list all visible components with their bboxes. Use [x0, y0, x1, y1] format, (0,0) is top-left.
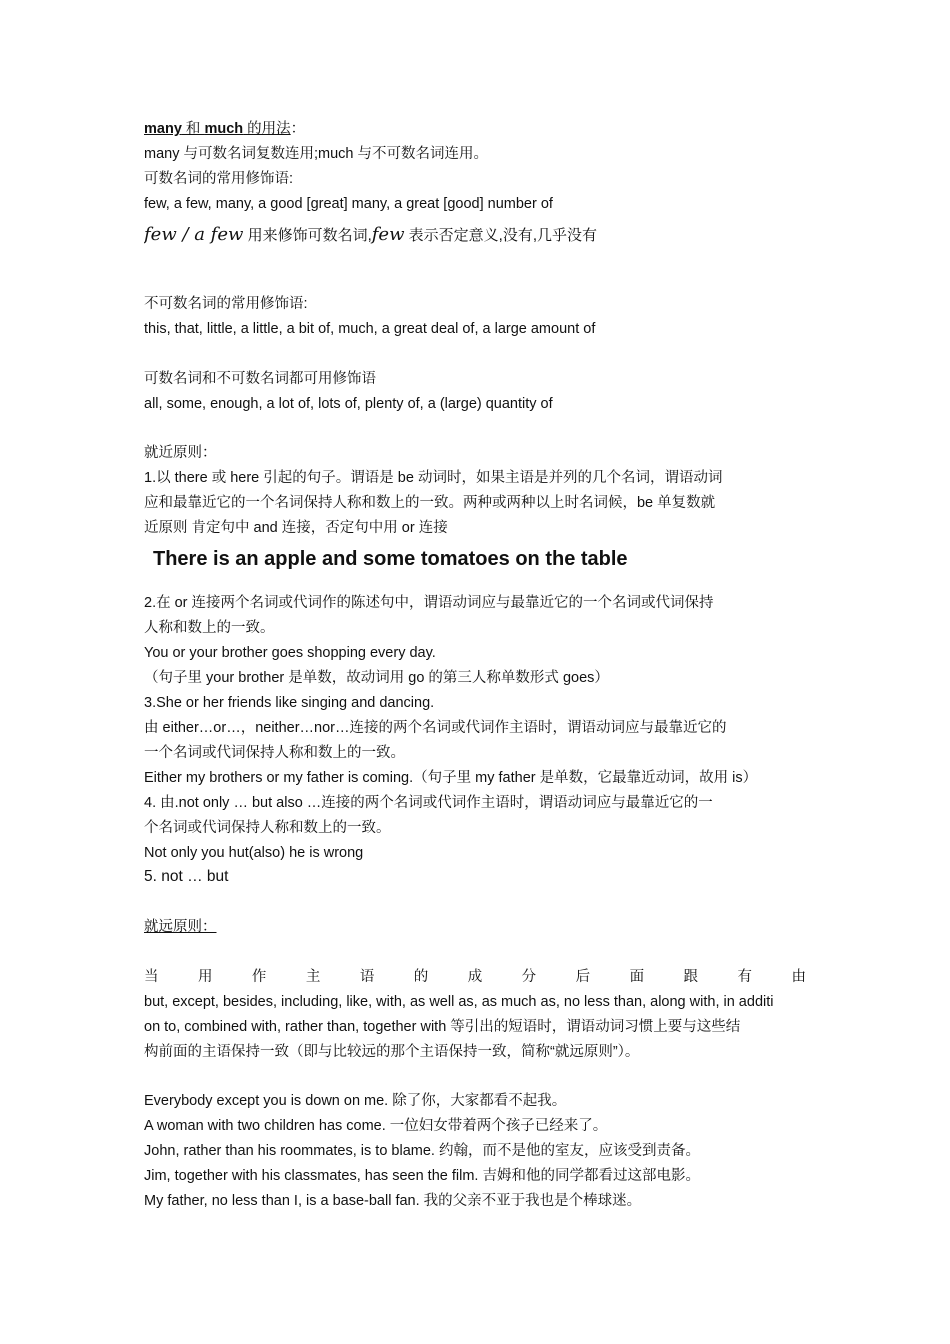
spread-char: 用: [197, 969, 213, 985]
spread-char: 当: [144, 969, 159, 985]
example-sentence: John, rather than his roommates, is to blame. 约翰，而不是他的室友，应该受到责备。: [144, 1143, 700, 1159]
text-line: 近原则 肯定句中 and 连接，否定句中用 or 连接: [144, 520, 448, 536]
text-line: all, some, enough, a lot of, lots of, plenty of, a (large) quantity of: [144, 396, 553, 412]
few-desc-1: 用来修饰可数名词,: [243, 227, 372, 244]
few-a-few-line: [144, 223, 806, 248]
text-line: 3.She or her friends like singing and dancing.: [144, 695, 435, 711]
text-line: 可数名词和不可数名词都可用修饰语: [144, 371, 376, 387]
text-line: 由 either…or…，neither…nor…连接的两个名词或代词作主语时，谓语动词应与最靠近它的: [144, 720, 727, 736]
text-line: You or your brother goes shopping every day.: [144, 645, 436, 661]
spread-char: 跟: [683, 969, 699, 985]
few-desc-2: 表示否定意义,没有,几乎没有: [404, 227, 597, 244]
title-word-much: much: [204, 121, 244, 137]
spread-char: 由: [791, 969, 806, 985]
title-word-many: many: [144, 121, 182, 137]
example-headline: There is an apple and some tomatoes on the table: [153, 548, 628, 570]
text-line: 2.在 or 连接两个名词或代词作的陈述句中，谓语动词应与最靠近它的一个名词或代词保持: [144, 595, 714, 611]
text-line: （句子里 your brother 是单数，故动词用 go 的第三人称单数形式 goes）: [144, 670, 609, 686]
text-line: 应和最靠近它的一个名词保持人称和数上的一致。两种或两种以上时名词候，be 单复数就: [144, 495, 716, 511]
spread-char: 后: [575, 969, 591, 985]
section-heading-distance: 就远原则：: [144, 919, 217, 935]
text-line: 一个名词或代词保持人称和数上的一致。: [144, 745, 405, 761]
example-sentence: A woman with two children has come. 一位妇女带着两个孩子已经来了。: [144, 1118, 608, 1134]
few-term: few: [371, 224, 405, 245]
text-line: 可数名词的常用修饰语:: [144, 171, 294, 187]
text-line: 4. 由.not only … but also …连接的两个名词或代词作主语时，谓语动词应与最靠近它的一: [144, 795, 713, 811]
text-line: many 与可数名词复数连用;much 与不可数名词连用。: [144, 146, 488, 162]
text-line: on to, combined with, rather than, together with 等引出的短语时，谓语动词习惯上要与这些结: [144, 1019, 741, 1035]
title-word-he: 和: [181, 121, 205, 137]
few-a-few-term: few / a few: [144, 224, 244, 245]
title-colon: ：: [290, 121, 306, 137]
spread-char: 主: [305, 969, 321, 985]
text-line: Either my brothers or my father is coming.（句子里 my father 是单数，它最靠近动词，故用 is）: [144, 770, 758, 786]
text-line: 构前面的主语保持一致（即与比较远的那个主语保持一致，简称“就远原则”）。: [144, 1044, 640, 1060]
spread-char: 的: [413, 969, 429, 985]
text-line: but, except, besides, including, like, with, as well as, as much as, no less than, along with, in additi: [144, 994, 774, 1010]
spread-char: 作: [251, 969, 267, 985]
spread-char: 面: [629, 969, 645, 985]
text-line: 5. not … but: [144, 868, 229, 885]
example-sentence: Jim, together with his classmates, has seen the film. 吉姆和他的同学都看过这部电影。: [144, 1168, 700, 1184]
example-sentence: My father, no less than I, is a base-ball fan. 我的父亲不亚于我也是个棒球迷。: [144, 1193, 642, 1209]
spread-char: 成: [467, 969, 483, 985]
section-title-many-much: [144, 120, 806, 138]
text-line: Not only you hut(also) he is wrong: [144, 845, 364, 861]
section-heading-proximity: 就近原则：: [144, 445, 217, 461]
spread-text-line: [144, 968, 806, 986]
text-line: 人称和数上的一致。: [144, 620, 275, 636]
text-line: 1.以 there 或 here 引起的句子。谓语是 be 动词时，如果主语是并列的几个名词，谓语动词: [144, 470, 723, 486]
title-word-usage: 的用法: [243, 121, 291, 137]
spread-char: 分: [521, 969, 537, 985]
spread-char: 语: [359, 969, 375, 985]
text-line: this, that, little, a little, a bit of, much, a great deal of, a large amount of: [144, 321, 596, 337]
text-line: few, a few, many, a good [great] many, a great [good] number of: [144, 196, 553, 212]
example-sentence: Everybody except you is down on me. 除了你，大家都看不起我。: [144, 1093, 567, 1109]
text-line: 个名词或代词保持人称和数上的一致。: [144, 820, 391, 836]
text-line: 不可数名词的常用修饰语:: [144, 296, 308, 312]
spread-char: 有: [737, 969, 752, 985]
